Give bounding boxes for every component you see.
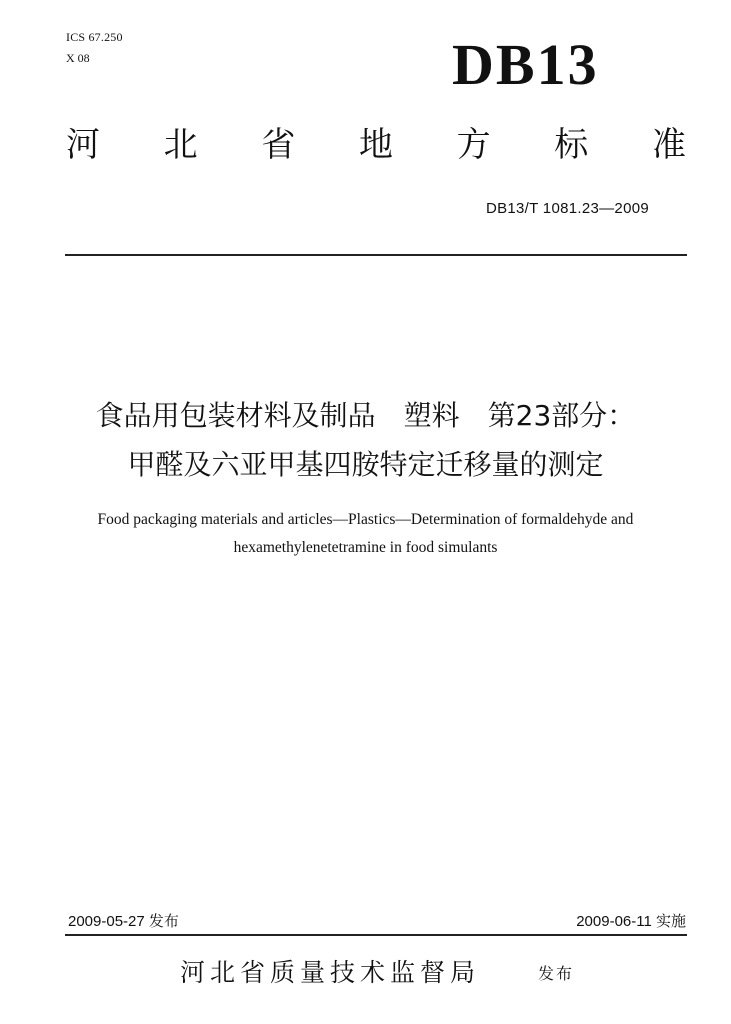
top-divider	[65, 254, 687, 256]
title-english-line-1: Food packaging materials and articles—Plastics—Determination of formaldehyde and	[97, 511, 634, 528]
standard-number: DB13/T 1081.23—2009	[485, 200, 649, 217]
standard-type-char: 方	[456, 125, 491, 165]
standard-type-char: 河	[66, 125, 100, 165]
issue-label: 发布	[538, 964, 575, 983]
implementation-date: 2009-06-11 实施	[576, 913, 686, 930]
db13-logo: DB13	[452, 32, 599, 97]
standard-type-char: 北	[163, 125, 198, 165]
title-english-line-2: hexamethylenetetramine in food simulants	[233, 539, 498, 556]
standard-type-char: 准	[651, 125, 686, 165]
standard-type-char: 标	[554, 125, 589, 165]
title-chinese-line-1: 食品用包装材料及制品 塑料 第23部分：	[95, 399, 636, 432]
ics-code: ICS 67.250	[66, 30, 123, 44]
standard-type-heading	[66, 125, 686, 165]
title-chinese-line-2: 甲醛及六亚甲基四胺特定迁移量的测定	[127, 448, 604, 481]
issue-date: 2009-05-27 发布	[68, 913, 179, 930]
classification-code: X 08	[66, 51, 90, 65]
issuing-authority: 河北省质量技术监督局	[180, 958, 481, 987]
bottom-divider	[65, 934, 687, 936]
standard-type-char: 地	[358, 125, 393, 165]
standard-type-char: 省	[261, 125, 296, 165]
